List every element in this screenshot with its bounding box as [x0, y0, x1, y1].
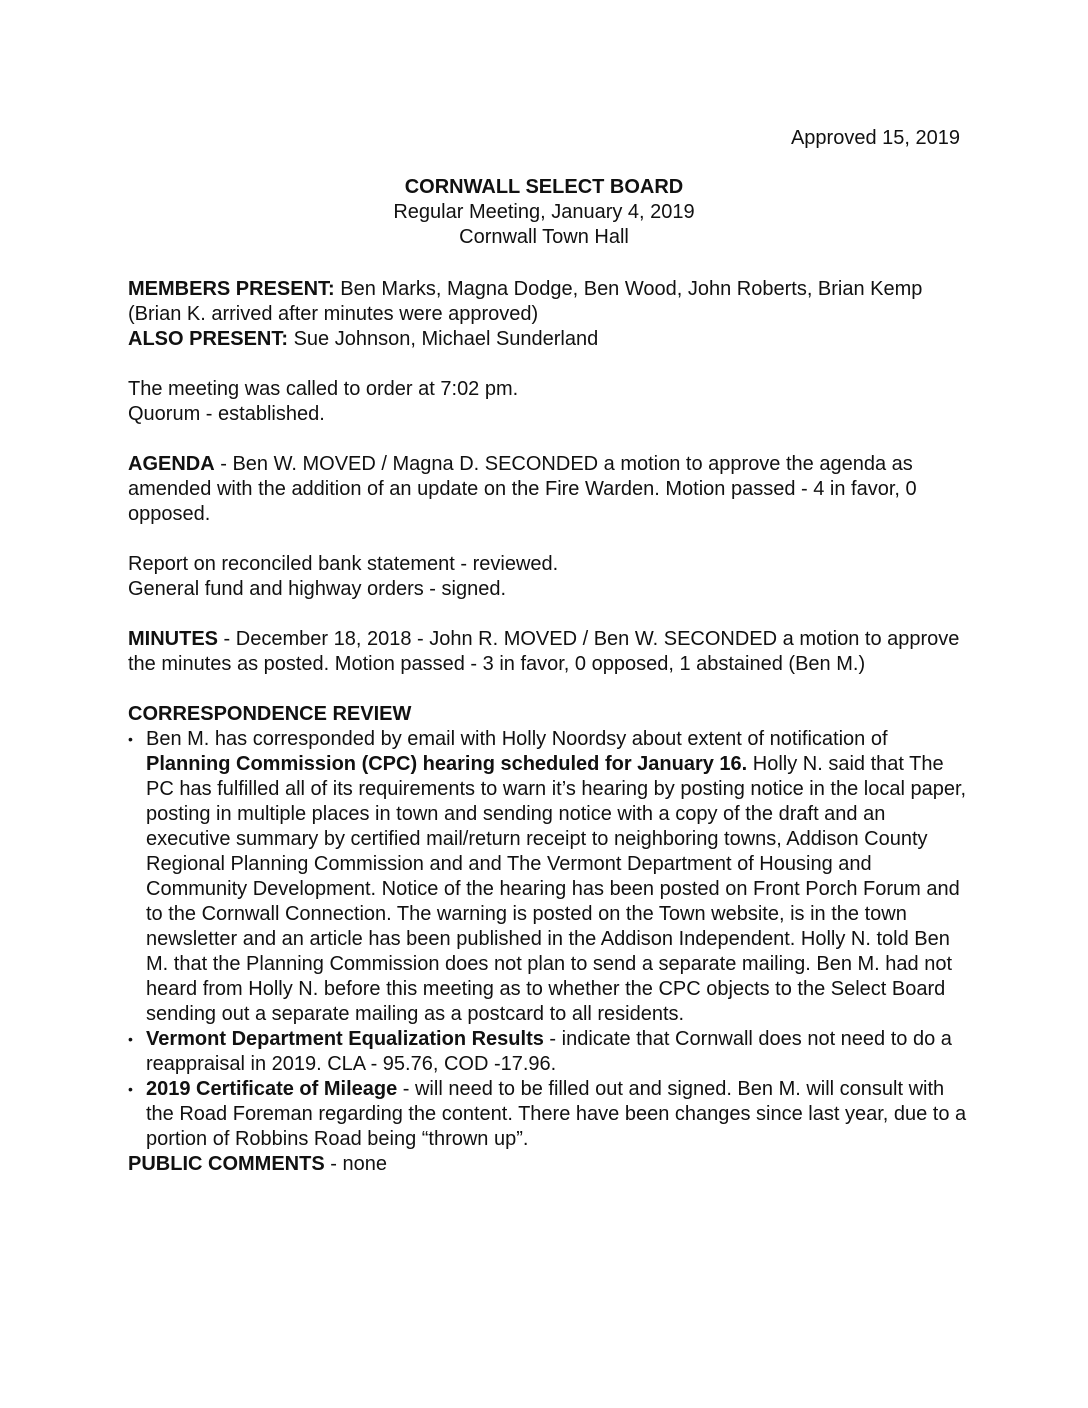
- document-header: [0, 175, 1088, 250]
- approval-date: Approved 15, 2019: [790, 127, 960, 149]
- call-to-order: The meeting was called to order at 7:02 pm.: [128, 378, 519, 400]
- agenda-label: AGENDA: [128, 453, 215, 475]
- members-present-label: MEMBERS PRESENT:: [128, 278, 335, 300]
- quorum: Quorum - established.: [128, 403, 325, 425]
- minutes-label: MINUTES: [128, 628, 218, 650]
- list-item: • Ben M. has corresponded by email with Holly Noordsy about extent of notification of Planning Commission (CPC) hearing scheduled for January 16. Holly N. said that The PC has fulfilled all of its requirements to warn it’s hearing by posting notice in the local paper, posting in multiple places in town and sending notice with a copy of the draft and an executive summary by certified mail/return receipt to neighboring towns, Addison County Regional Planning Commission and and The Vermont Department of Housing and Community Development. Notice of the hearing has been posted on Front Porch Forum and to the Cornwall Connection. The warning is posted on the Town website, is in the town newsletter and an article has been published in the Addison Independent. Holly N. told Ben M. that the Planning Commission does not plan to send a separate mailing. Ben M. had not heard from Holly N. before this meeting as to whether the CPC objects to the Select Board sending out a separate mailing as a postcard to all residents.: [128, 728, 967, 1025]
- call-to-order-block: [128, 377, 968, 427]
- minutes-section: [128, 627, 968, 677]
- bullet-icon: •: [128, 1081, 133, 1097]
- minutes-body: [128, 277, 968, 1177]
- agenda-section: [128, 452, 968, 527]
- also-present-label: ALSO PRESENT:: [128, 328, 289, 350]
- public-comments-label: PUBLIC COMMENTS: [128, 1153, 325, 1175]
- list-item: • 2019 Certificate of Mileage - will need to be filled out and signed. Ben M. will consult with the Road Foreman regarding the content. There have been changes since last year, due to a portion of Robbins Road being “thrown up”.: [128, 1078, 967, 1150]
- attendance: [128, 277, 968, 352]
- public-comments-text: - none: [324, 1153, 387, 1175]
- bullet-icon: •: [128, 731, 133, 747]
- list-item: • Vermont Department Equalization Results - indicate that Cornwall does not need to do a reappraisal in 2019. CLA - 95.76, COD -17.96.: [128, 1028, 952, 1075]
- public-comments-section: [128, 1152, 968, 1177]
- also-present-list: Sue Johnson, Michael Sunderland: [293, 328, 599, 350]
- bank-statement-report: Report on reconciled bank statement - reviewed.: [128, 553, 559, 575]
- correspondence-list: [128, 727, 968, 1152]
- meeting-location: Cornwall Town Hall: [459, 226, 629, 248]
- board-title: CORNWALL SELECT BOARD: [404, 176, 684, 198]
- agenda-text: - Ben W. MOVED / Magna D. SECONDED a motion to approve the agenda as amended with the addition of an update on the Fire Warden. Motion passed - 4 in favor, 0 opposed.: [128, 453, 917, 525]
- members-present-list: Ben Marks, Magna Dodge, Ben Wood, John Roberts, Brian Kemp (Brian K. arrived after minutes were approved): [128, 278, 923, 325]
- correspondence-heading: CORRESPONDENCE REVIEW: [128, 703, 412, 725]
- meeting-date: Regular Meeting, January 4, 2019: [393, 201, 695, 223]
- financial-block: [128, 552, 968, 602]
- minutes-text: - December 18, 2018 - John R. MOVED / Ben W. SECONDED a motion to approve the minutes as posted. Motion passed - 3 in favor, 0 opposed, 1 abstained (Ben M.): [128, 628, 960, 675]
- orders-signed: General fund and highway orders - signed.: [128, 578, 507, 600]
- bullet-icon: •: [128, 1031, 133, 1047]
